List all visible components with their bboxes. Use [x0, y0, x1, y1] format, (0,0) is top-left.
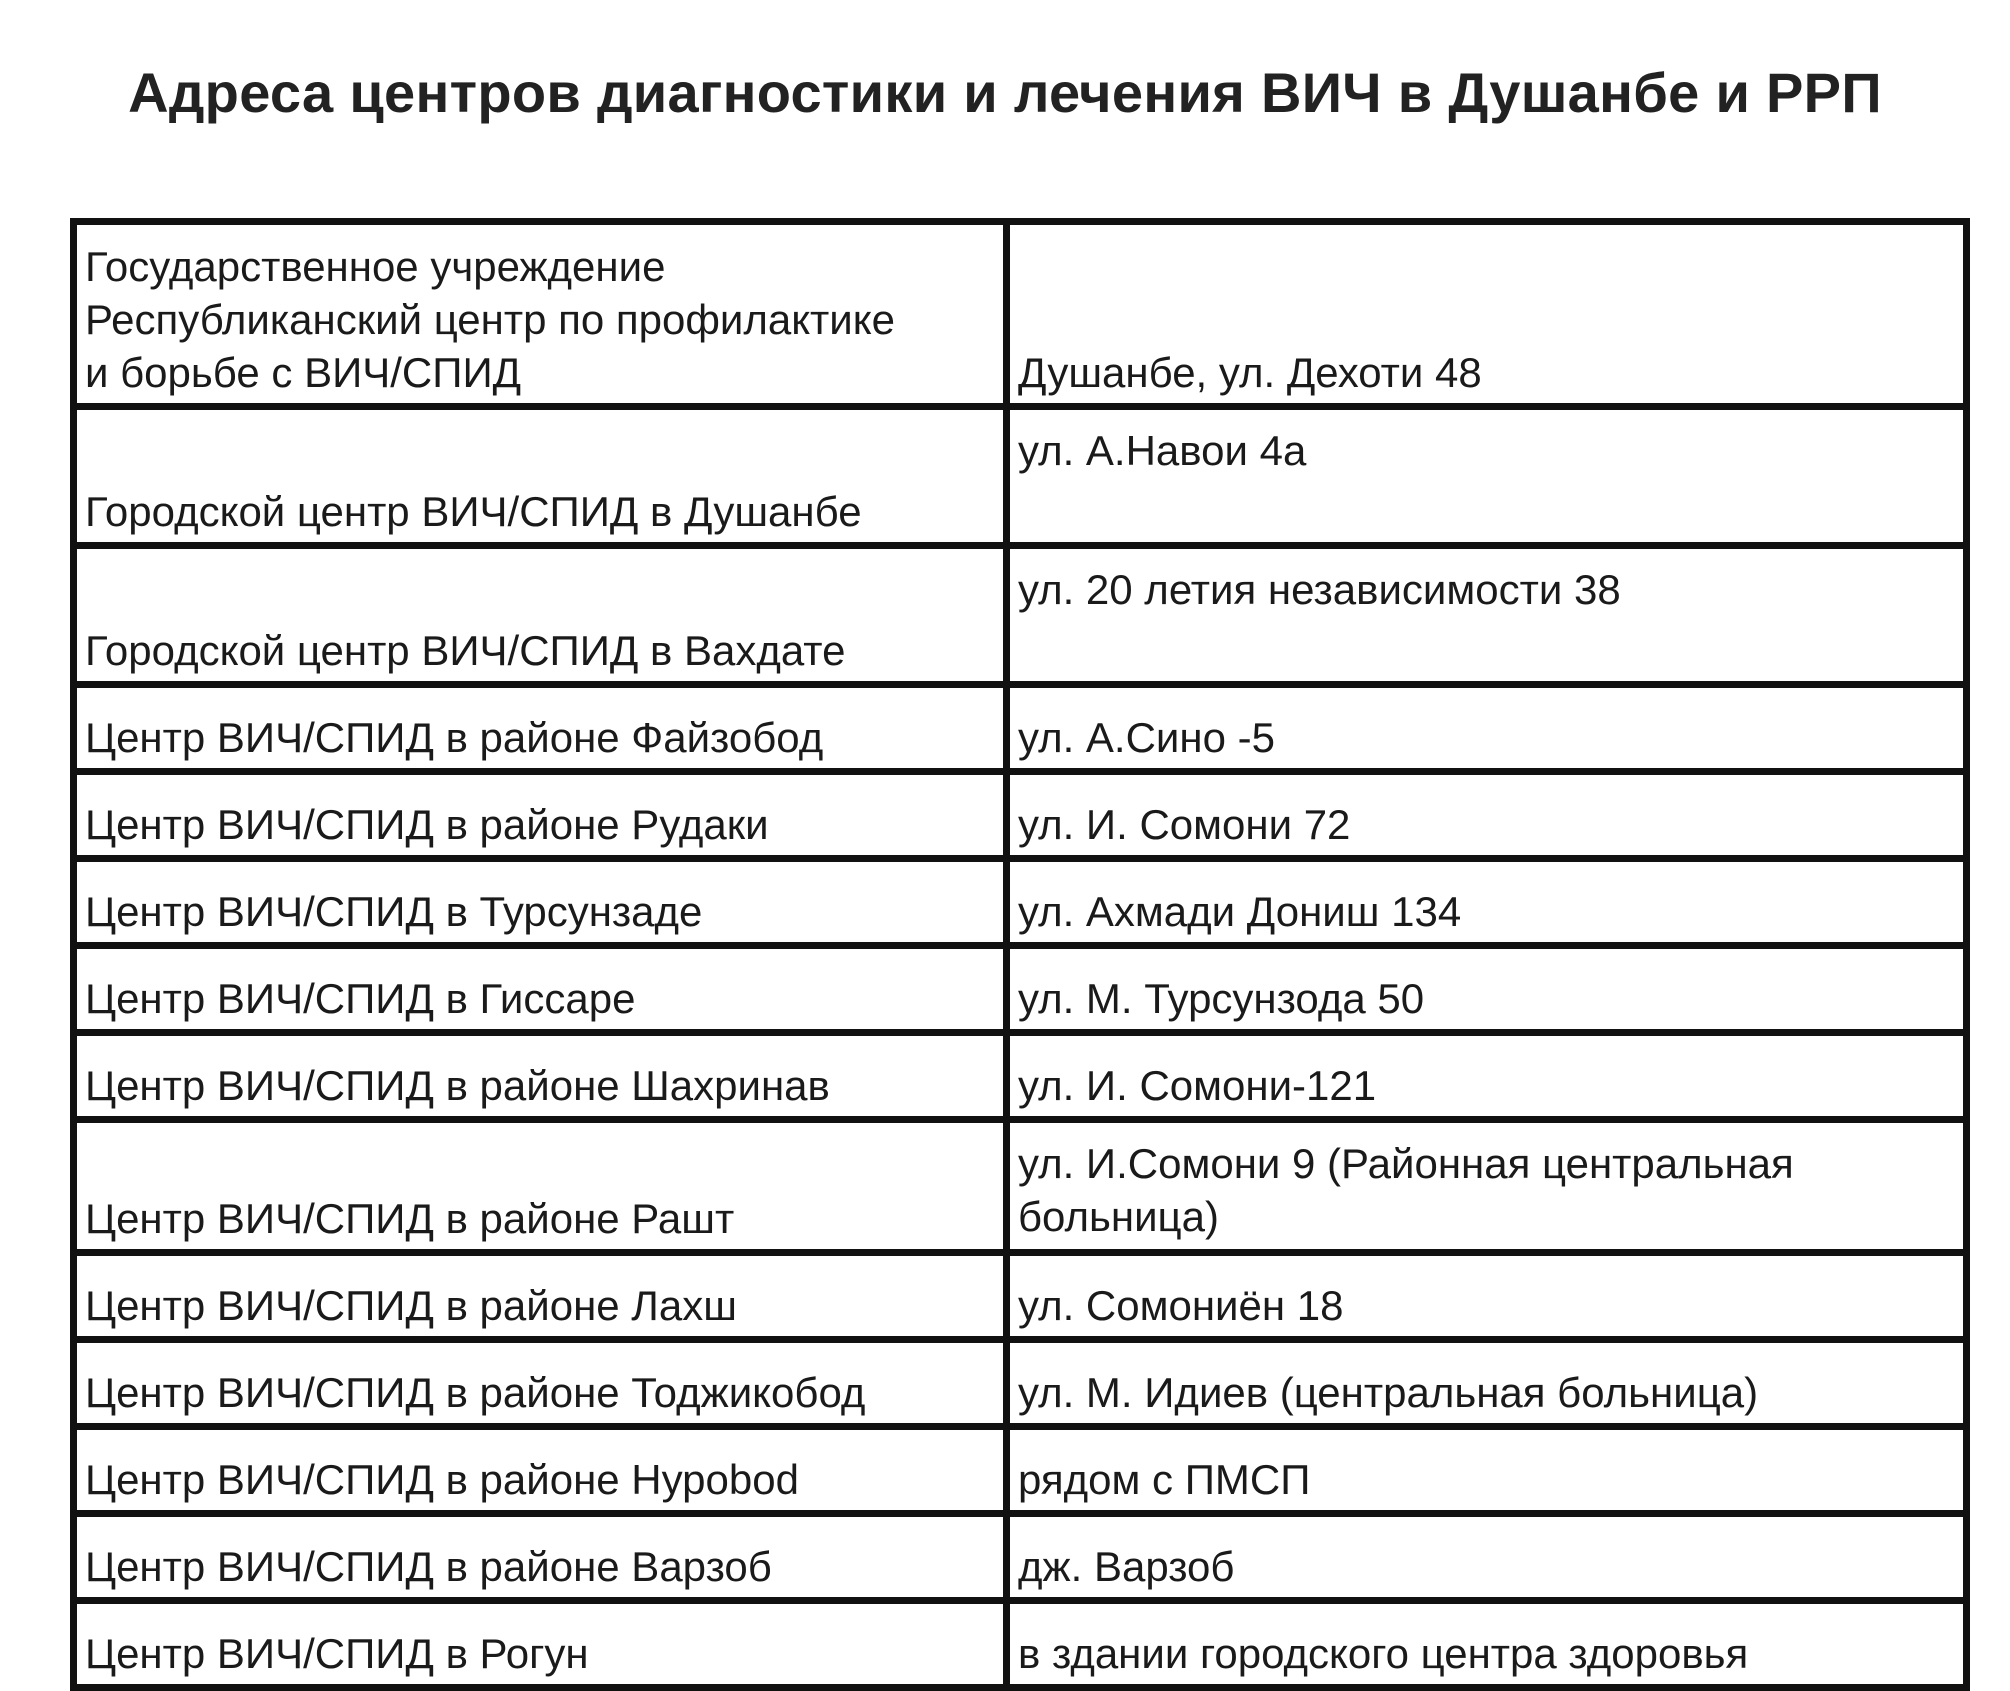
center-address-cell — [1007, 1033, 1967, 1120]
center-name-line: Государственное учреждение — [85, 243, 666, 290]
center-address-line: ул. Ахмади Дониш 134 — [1018, 888, 1462, 935]
table-row — [74, 1120, 1967, 1253]
center-address-cell — [1007, 546, 1967, 685]
table-row — [74, 946, 1967, 1033]
center-name-line: Центр ВИЧ/СПИД в районе Тоджикобод — [85, 1369, 866, 1416]
centers-table-container — [70, 218, 1970, 1691]
center-address-cell — [1007, 1340, 1967, 1427]
center-address-cell — [1007, 1514, 1967, 1601]
center-name-cell — [74, 1033, 1007, 1120]
center-address-cell — [1007, 859, 1967, 946]
center-name-cell — [74, 1427, 1007, 1514]
table-row — [74, 1253, 1967, 1340]
centers-table — [70, 218, 1970, 1691]
table-row — [74, 222, 1967, 407]
center-address-cell — [1007, 685, 1967, 772]
center-address-line: Душанбе, ул. Дехоти 48 — [1018, 349, 1482, 396]
table-row — [74, 546, 1967, 685]
center-name-line: Центр ВИЧ/СПИД в районе Файзобод — [85, 714, 824, 761]
center-name-line: Центр ВИЧ/СПИД в Рогун — [85, 1630, 589, 1677]
center-address-cell — [1007, 772, 1967, 859]
table-row — [74, 859, 1967, 946]
center-name-cell — [74, 1601, 1007, 1688]
center-name-line: Центр ВИЧ/СПИД в Турсунзаде — [85, 888, 703, 935]
center-name-cell — [74, 407, 1007, 546]
center-address-line: рядом с ПМСП — [1018, 1456, 1311, 1503]
center-address-cell — [1007, 1120, 1967, 1253]
center-name-cell — [74, 1514, 1007, 1601]
center-name-line: Центр ВИЧ/СПИД в районе Шахринав — [85, 1062, 830, 1109]
center-name-line: Центр ВИЧ/СПИД в районе Варзоб — [85, 1543, 772, 1590]
center-address-line: ул. 20 летия независимости 38 — [1018, 566, 1621, 613]
center-address-line: ул. А.Сино -5 — [1018, 714, 1275, 761]
center-address-line: ул. А.Навои 4а — [1018, 427, 1307, 474]
table-row — [74, 772, 1967, 859]
center-name-line: Центр ВИЧ/СПИД в районе Рудаки — [85, 801, 769, 848]
center-address-cell — [1007, 222, 1967, 407]
center-address-line: ул. И. Сомони 72 — [1018, 801, 1351, 848]
center-name-cell — [74, 1253, 1007, 1340]
center-name-cell — [74, 546, 1007, 685]
center-address-line: ул. И. Сомони-121 — [1018, 1062, 1377, 1109]
center-name-line: Центр ВИЧ/СПИД в районе Нурobod — [85, 1456, 799, 1503]
center-name-cell — [74, 1340, 1007, 1427]
center-name-cell — [74, 685, 1007, 772]
center-name-cell — [74, 1120, 1007, 1253]
center-address-cell — [1007, 407, 1967, 546]
center-name-cell — [74, 222, 1007, 407]
table-row — [74, 1033, 1967, 1120]
center-address-cell — [1007, 1601, 1967, 1688]
center-address-line: в здании городского центра здоровья — [1018, 1630, 1749, 1677]
center-name-cell — [74, 859, 1007, 946]
table-row — [74, 685, 1967, 772]
page-title: Адреса центров диагностики и лечения ВИЧ в Душанбе и РРП — [128, 61, 1882, 124]
center-address-line: ул. Сомониён 18 — [1018, 1282, 1344, 1329]
center-address-line: ул. М. Турсунзода 50 — [1018, 975, 1425, 1022]
table-row — [74, 1427, 1967, 1514]
center-address-line: ул. М. Идиев (центральная больница) — [1018, 1369, 1759, 1416]
center-address-line: ул. И.Сомони 9 (Районная центральная — [1018, 1140, 1794, 1187]
table-row — [74, 1514, 1967, 1601]
table-row — [74, 1340, 1967, 1427]
table-row — [74, 1601, 1967, 1688]
center-name-line: Центр ВИЧ/СПИД в районе Рашт — [85, 1195, 735, 1242]
center-name-line: Городской центр ВИЧ/СПИД в Вахдате — [85, 627, 846, 674]
center-address-line: дж. Варзоб — [1018, 1543, 1235, 1590]
center-name-line: Центр ВИЧ/СПИД в Гиссаре — [85, 975, 636, 1022]
center-address-cell — [1007, 946, 1967, 1033]
center-name-line: Городской центр ВИЧ/СПИД в Душанбе — [85, 488, 862, 535]
center-name-cell — [74, 772, 1007, 859]
center-name-line: Республиканский центр по профилактике — [85, 296, 895, 343]
table-row — [74, 407, 1967, 546]
center-name-cell — [74, 946, 1007, 1033]
center-address-line: больница) — [1018, 1193, 1219, 1240]
center-address-cell — [1007, 1427, 1967, 1514]
center-name-line: Центр ВИЧ/СПИД в районе Лахш — [85, 1282, 737, 1329]
center-address-cell — [1007, 1253, 1967, 1340]
center-name-line: и борьбе с ВИЧ/СПИД — [85, 349, 522, 396]
